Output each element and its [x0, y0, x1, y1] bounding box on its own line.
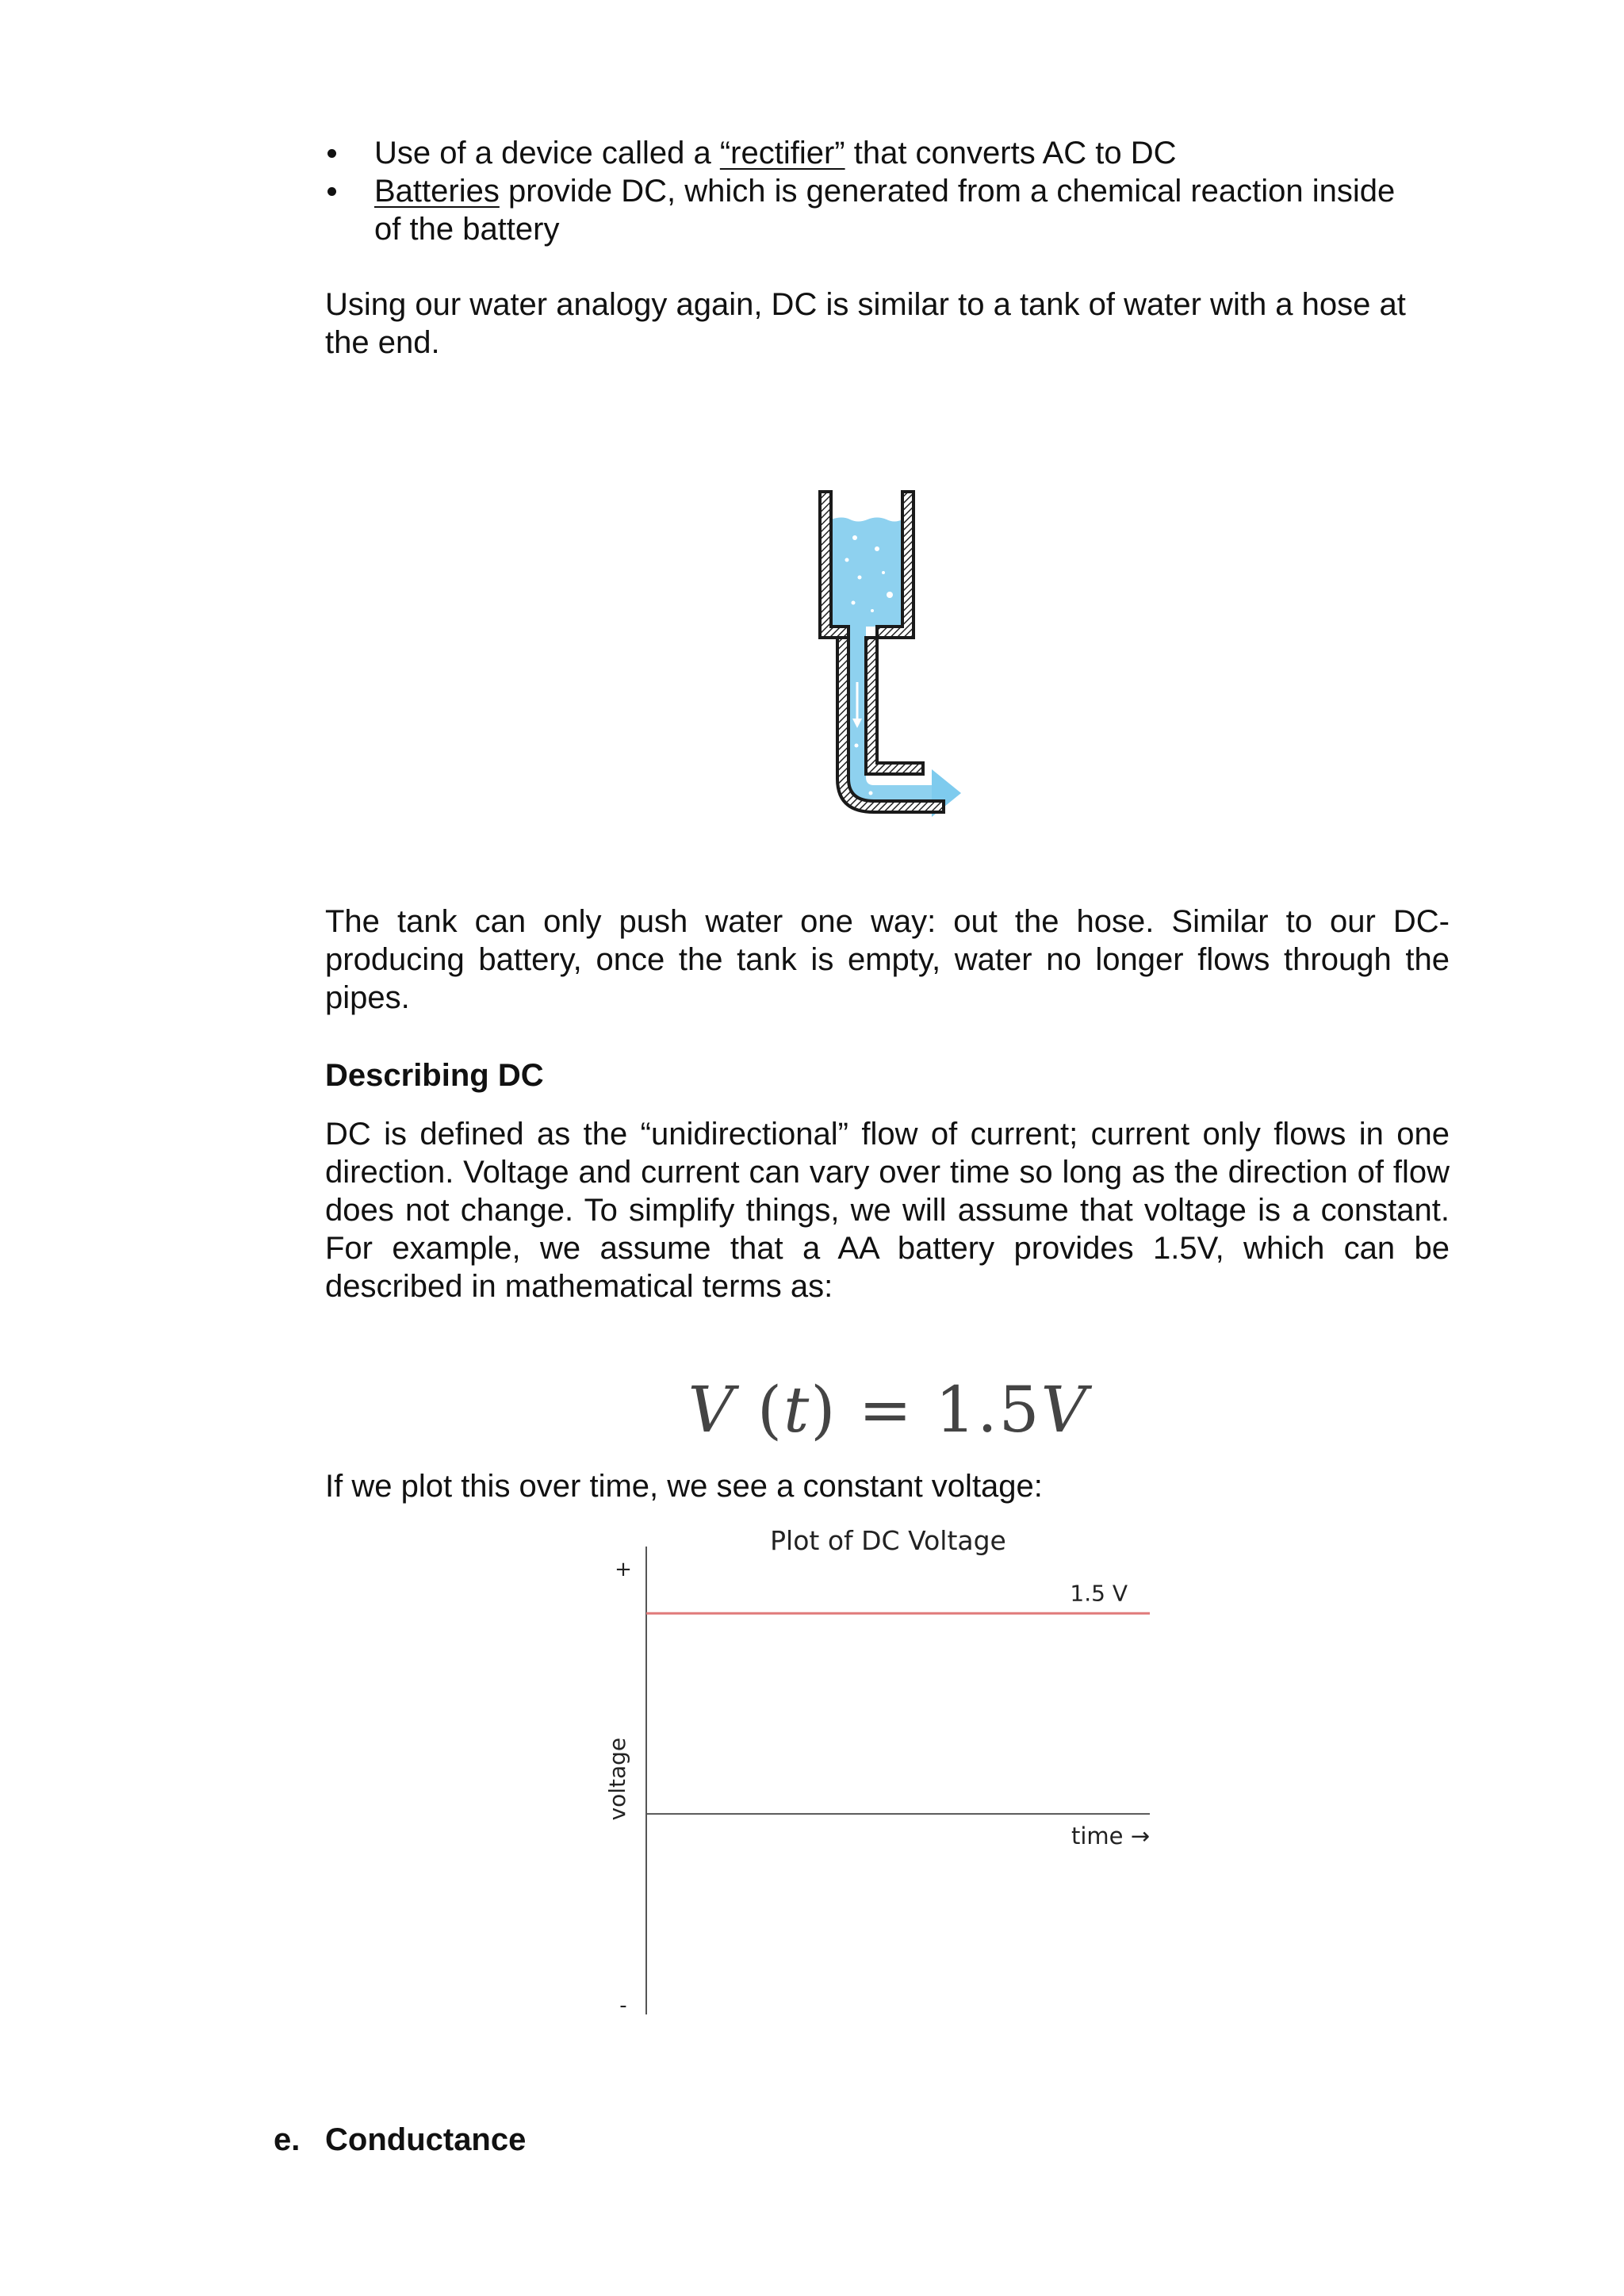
- analogy-paragraph-line1: Using our water analogy again, DC is similar to a tank of water with a hose at: [325, 287, 1406, 322]
- dc-voltage-chart: [571, 1523, 1174, 2030]
- bullet-dot: [327, 149, 336, 158]
- y-tick-minus: -: [619, 1994, 627, 2018]
- equation-v: V: [688, 1373, 736, 1447]
- equation-unit: V: [1040, 1373, 1089, 1447]
- equation-paren: (: [735, 1373, 784, 1447]
- section-letter: e.: [274, 2122, 301, 2157]
- section-title-conductance: Conductance: [325, 2122, 527, 2157]
- y-axis-label: voltage: [604, 1737, 630, 1821]
- bullet-dot: [327, 187, 336, 196]
- equation-t: t: [783, 1373, 811, 1447]
- y-tick-plus: +: [615, 1558, 632, 1581]
- rectifier-link[interactable]: “rectifier”: [719, 136, 845, 171]
- bullet-text: that converts AC to DC: [845, 136, 1177, 171]
- bullet-item-batteries-continued: of the battery: [374, 212, 560, 247]
- analogy-paragraph-line2: the end.: [325, 325, 440, 360]
- chart-title: Plot of DC Voltage: [770, 1525, 1006, 1556]
- bullet-text: Use of a device called a: [374, 136, 720, 171]
- bullet-item-batteries: [374, 172, 1484, 210]
- voltage-equation: [650, 1372, 1126, 1448]
- bullet-text: provide DC, which is generated from a chemical reaction inside: [499, 174, 1396, 209]
- hose-wall-right: [866, 638, 923, 774]
- equation-rhs: = 1.5: [858, 1373, 1041, 1447]
- water-tank-illustration: [801, 484, 983, 817]
- x-axis-label: time →: [1071, 1823, 1150, 1850]
- line-value-label: 1.5 V: [1070, 1580, 1128, 1607]
- describing-dc-paragraph: DC is defined as the “unidirectional” flow of current; current only flows in one direction. Voltage and current can vary over time so long as the direction of flow does not change. To simplify things, we will assume that voltage is a constant. For example, we assume that a AA battery provides 1.5V, which can be described in mathematical terms as:: [325, 1117, 1450, 1304]
- describing-dc-heading: Describing DC: [325, 1058, 544, 1093]
- plot-intro-text: If we plot this over time, we see a constant voltage:: [325, 1469, 1043, 1504]
- bullet-item-rectifier: [374, 134, 1484, 172]
- tank-paragraph: The tank can only push water one way: out the hose. Similar to our DC-producing battery, once the tank is empty, water no longer flows through the pipes.: [325, 904, 1450, 1015]
- equation-paren: ): [810, 1373, 859, 1447]
- batteries-link[interactable]: Batteries: [374, 174, 500, 209]
